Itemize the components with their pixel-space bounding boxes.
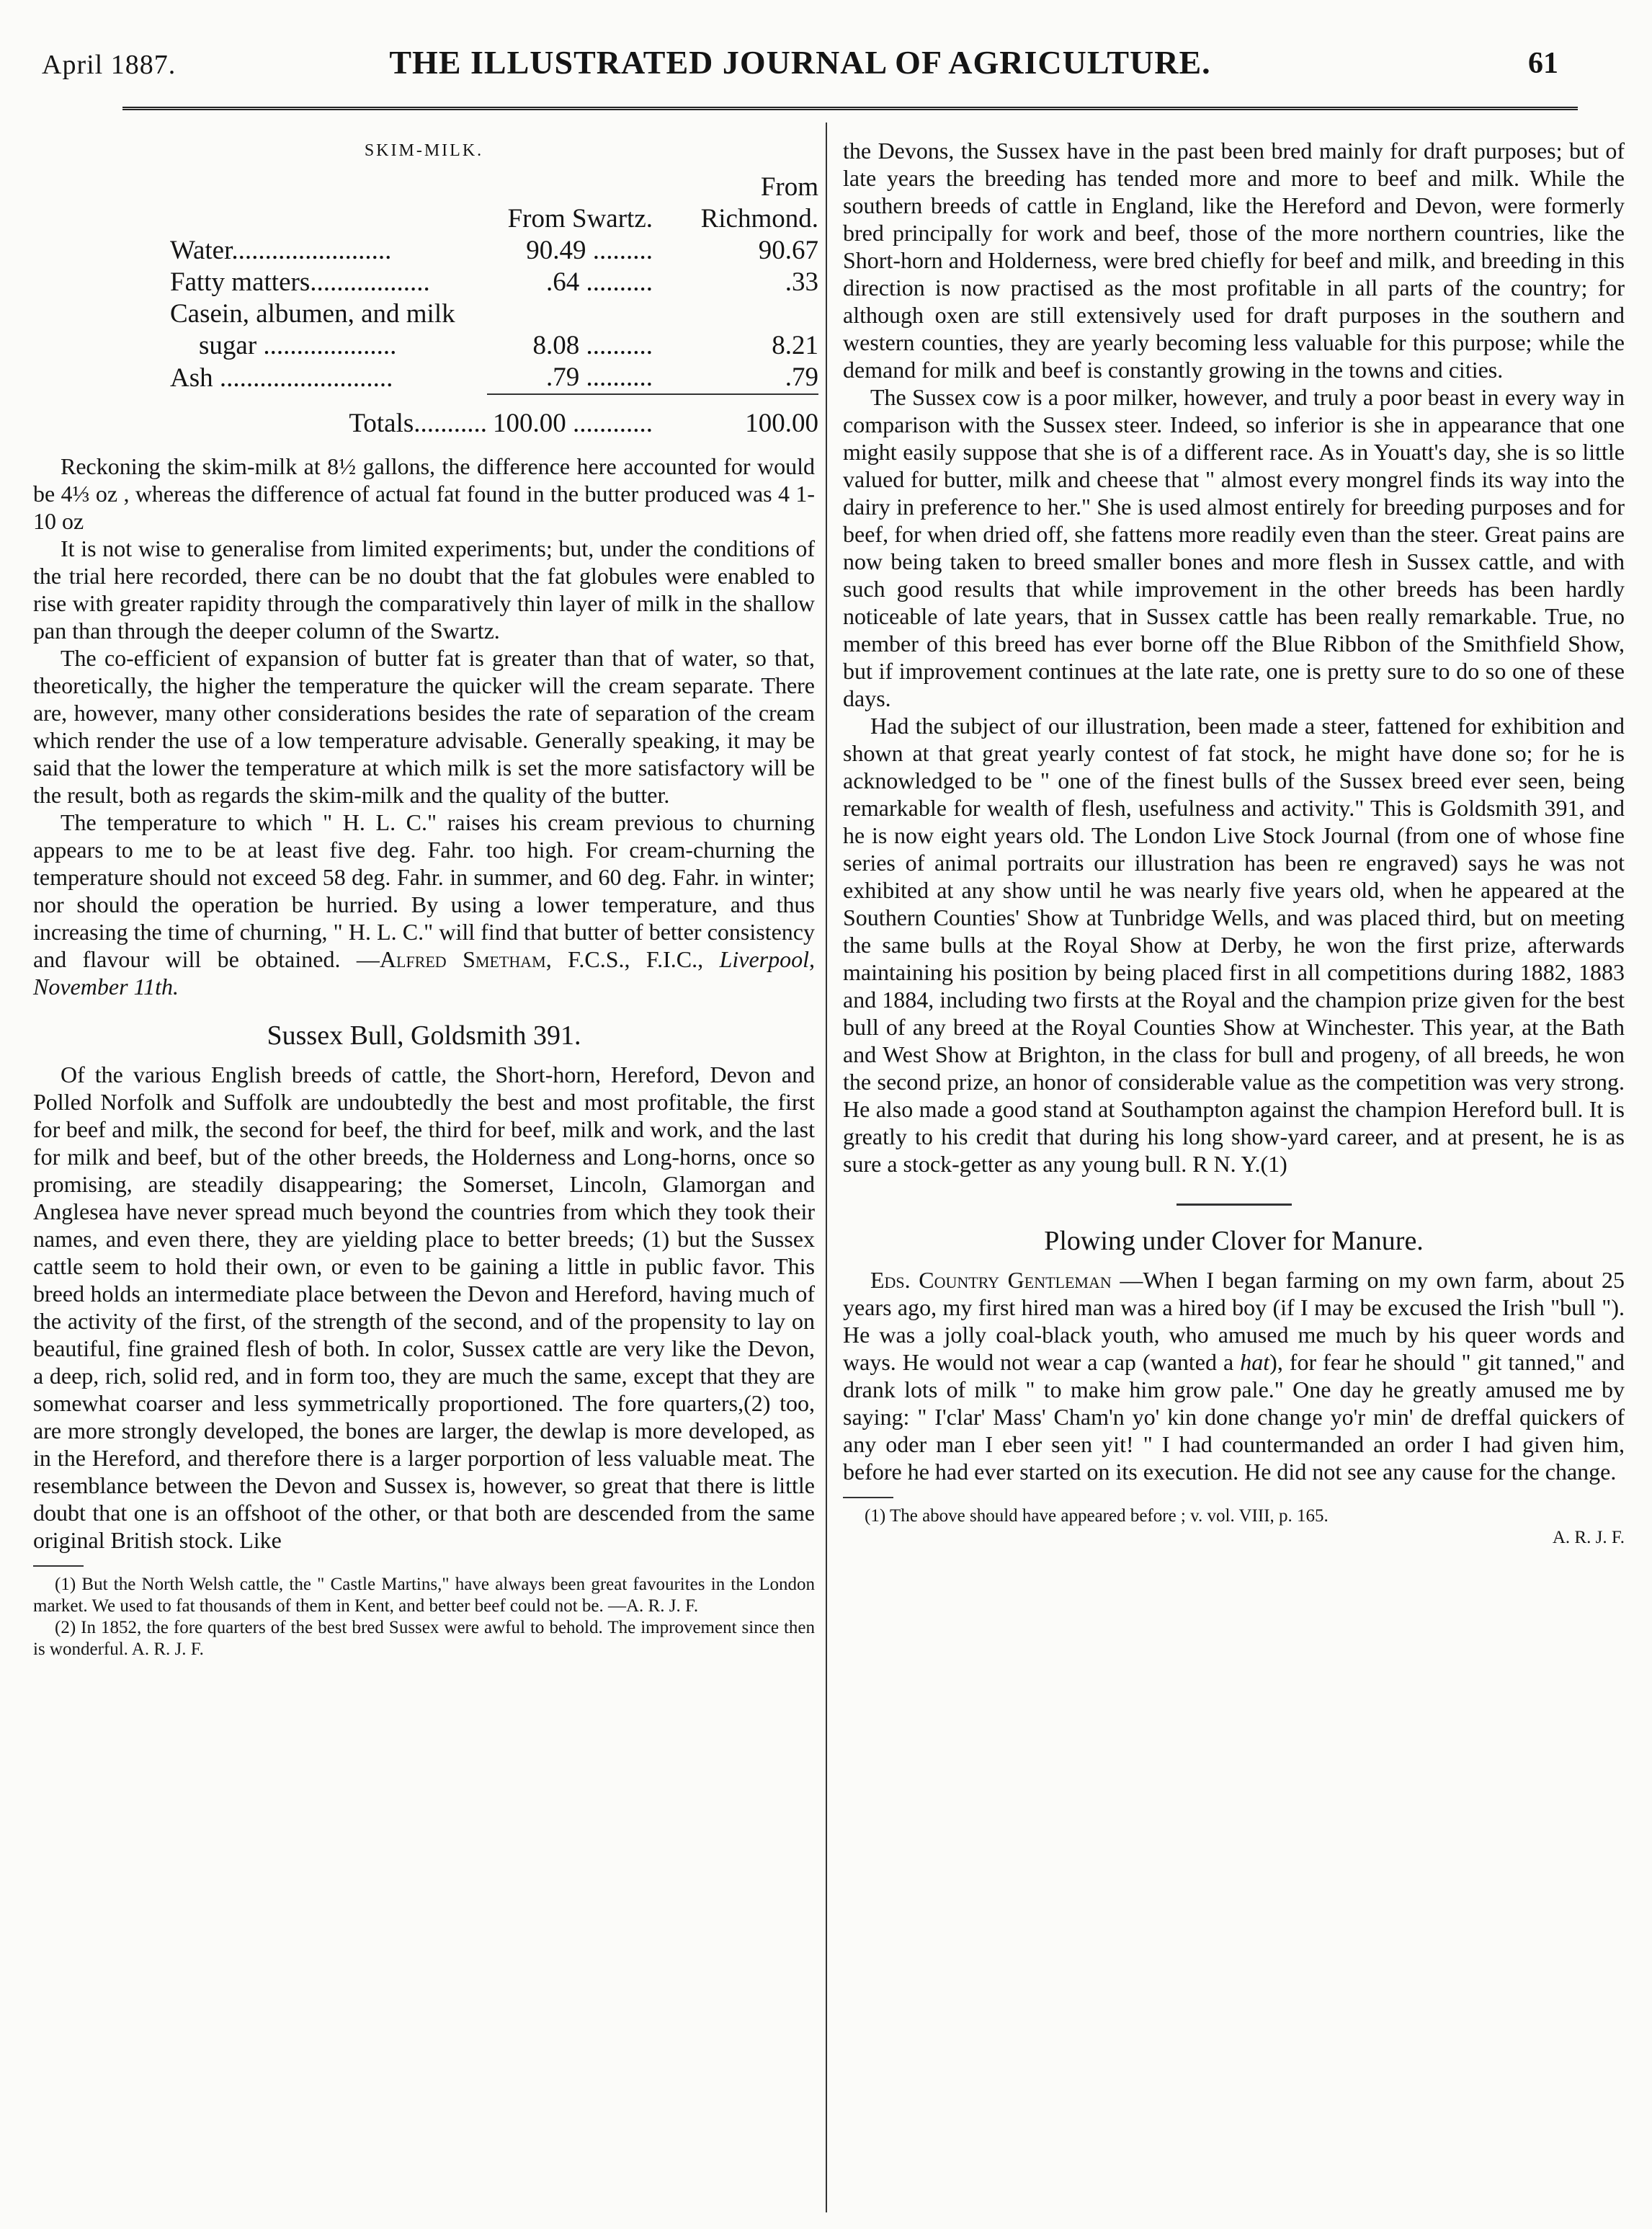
- right-column: [843, 137, 1625, 1549]
- footnote: (2) In 1852, the fore quarters of the best bred Sussex were awful to behold. The improvement since then is wonderful. A. R. J. F.: [33, 1618, 815, 1659]
- body-paragraph: [33, 809, 815, 1000]
- skim-milk-table: [170, 172, 818, 440]
- column-rule: [826, 123, 827, 2212]
- left-column: [33, 137, 818, 1660]
- paragraph-text: The temperature to which " H. L. C." raises his cream previous to churning appears to me to be at least five deg. Fahr. too high. For cream-churning the temperature should not exceed 58 deg. Fahr. in summer, and 60 deg. Fahr. in winter; nor should the operation be hurried. By using a lower temperature, and thus increasing the time of churning, " H. L. C." will find that butter of better consistency and flavour will be obtained. —: [33, 809, 815, 972]
- table-header-cell: [170, 172, 487, 235]
- footnote-rule: [843, 1497, 893, 1498]
- body-paragraph: The co-efficient of expansion of butter fat is greater than that of water, so that, theoretically, the higher the temperature the quicker will the cream separate. There are, however, many other considerations besides the rate of separation of the cream which render the use of a low temperature advisable. Generally speaking, it may be said that the lower the temperature at which milk is set the more satisfactory will be the result, both as regards the skim-milk and the quality of the butter.: [33, 645, 815, 808]
- row-label: sugar ....................: [199, 331, 397, 360]
- row-label: Ash ..........................: [170, 363, 393, 393]
- issue-date: April 1887.: [42, 50, 177, 80]
- body-paragraph: the Devons, the Sussex have in the past been bred mainly for draft purposes; but of late years the breeding has tended more and more to beef and milk. While the southern breeds of cattle in England, like the Hereford and Devon, were formerly bred principally for work and beef, those of the more northern countries, like the Short-horn and Holderness, were bred chiefly for beef and milk, and breeding in this direction is now practised as the most profitable in all parts of the country; for although oxen are still extensively used for draft purposes in the southern and western counties, they are yearly becoming less valuable for this purpose; while the demand for milk and beef is constantly growing in the towns and cities.: [843, 138, 1625, 383]
- swartz-value: 90.49 .........: [526, 236, 653, 265]
- swartz-total: 100.00 ............: [487, 394, 653, 440]
- row-label: Casein, albumen, and milk: [170, 299, 455, 329]
- italic-word: hat: [1240, 1349, 1270, 1375]
- body-paragraph: Of the various English breeds of cattle, the Short-horn, Hereford, Devon and Polled Norfolk and Suffolk are undoubtedly the best and most profitable, the first for beef and milk, the second for beef, the third for beef, milk and work, and the last for milk and beef, but of the other breeds, the Holderness and Long-horns, once so promising, are steadily disappearing; the Somerset, Lincoln, Glamorgan and Anglesea have never spread much beyond the countries from which they took their names, and even there, they are yielding place to better breeds; (1) but the Sussex cattle seem to hold their own, or even to be gaining a little in public favor. This breed holds an intermediate place between the Devon and Hereford, having much of the activity of the first, of the strength of the second, and of the propensity to lay on beautiful, fine grained flesh of both. In color, Sussex cattle are very like the Devon, a deep, rich, solid red, and in form too, they are much the same, except that they are somewhat coarser and less symmetrically proportioned. The fore quarters,(2) too, are more strongly developed, the bones are larger, the dewlap is more developed, as in the Hereford, and therefore there is a larger porportion of less valuable meat. The resemblance between the Devon and Sussex is, however, so great that there is little doubt that one is an offshoot of the other, or that both are descended from the same original British stock. Like: [33, 1062, 815, 1553]
- author-name: Alfred Smetham: [379, 946, 546, 972]
- table-row: [170, 235, 818, 267]
- header-rule: [122, 107, 1578, 110]
- footnote-rule: [33, 1565, 84, 1567]
- section-rule: [1177, 1204, 1292, 1206]
- table-header-row: [170, 172, 818, 235]
- table-header-cell: From Swartz.: [507, 204, 653, 233]
- journal-title: THE ILLUSTRATED JOURNAL OF AGRICULTURE.: [389, 44, 1211, 81]
- footnote: (1) The above should have appeared before ; v. vol. VIII, p. 165.: [865, 1506, 1329, 1526]
- row-label: Water........................: [170, 236, 392, 265]
- author-place: Liverpool, November 11th.: [33, 946, 816, 1000]
- paragraph-text: —When I began farming on my own farm, about 25 years ago, my first hired man was a hired boy (if I may be excused the Irish "bull "). He was a jolly coal-black youth, who amused me much by his queer words and ways. He would not wear a cap (wanted a: [843, 1267, 1625, 1375]
- footnote: (1) But the North Welsh cattle, the " Castle Martins," have always been great favourites in the London market. We used to fat thousands of them in Kent, and better beef could not be. —A. R. J. F.: [33, 1575, 815, 1616]
- swartz-value: [487, 298, 653, 330]
- body-paragraph: Reckoning the skim-milk at 8½ gallons, the difference here accounted for would be 4⅓ oz , whereas the difference of actual fat found in the butter produced was 4 1-10 oz: [33, 453, 815, 534]
- letter-addressee: Eds. Country Gentleman: [870, 1267, 1112, 1293]
- skim-milk-heading: SKIM-MILK.: [364, 141, 484, 160]
- richmond-value: .33: [785, 267, 818, 297]
- richmond-total: 100.00: [653, 394, 818, 440]
- table-row: [170, 267, 818, 298]
- richmond-value: 8.21: [772, 331, 818, 360]
- page-header: [42, 43, 1558, 86]
- table-row: [170, 330, 818, 362]
- total-label: Totals...........: [349, 409, 487, 438]
- paragraph-text: ), for fear he should " git tanned," and drank lots of milk " to make him grow pale." One day he greatly amused me by saying: " I'clar' Mass' Cham'n yo' kin done change yo'r min' de dreffal quickers of any oder man I eber seen yit! " I had countermanded an order I had given him, before he had ever started on its execution. He did not see any cause for the change.: [843, 1349, 1625, 1485]
- swartz-value: 8.08 ..........: [532, 331, 653, 360]
- table-row: [170, 362, 818, 394]
- footnote-signature: A. R. J. F.: [1552, 1528, 1625, 1547]
- body-paragraph: The Sussex cow is a poor milker, however, and truly a poor beast in every way in comparison with the Sussex steer. Indeed, so inferior is she in appearance that one might easily suppose that she is of a different race. As in Youatt's day, she is so little valued for butter, milk and cheese that " almost every mongrel finds its way into the dairy in preference to her." She is used almost entirely for breeding purposes and for beef, for when dried off, she fattens more readily even than the steer. Great pains are now being taken to breed smaller bones and more flesh in Sussex cattle, and with such good results that while improvement in the other breeds has been hardly noticeable of late years, that in Sussex cattle has been really remarkable. True, no member of this breed has ever borne off the Blue Ribbon of the Smithfield Show, but if improvement continues at the late rate, one is pretty sure to do so one of these days.: [843, 384, 1625, 711]
- table-row: [170, 298, 818, 330]
- richmond-value: 90.67: [758, 236, 818, 265]
- body-paragraph: [843, 1266, 1625, 1485]
- swartz-value: .64 ..........: [546, 267, 653, 297]
- table-header-cell: From Richmond.: [700, 172, 818, 233]
- author-credentials: , F.C.S., F.I.C.,: [545, 946, 720, 972]
- article-heading: Plowing under Clover for Manure.: [1044, 1226, 1424, 1256]
- richmond-value: .79: [785, 362, 818, 392]
- body-paragraph: Had the subject of our illustration, been made a steer, fattened for exhibition and shown at that great yearly contest of fat stock, he might have done so; for he is acknowledged to be " one of the finest bulls of the Sussex breed ever seen, being remarkable for wealth of flesh, usefulness and activity." This is Goldsmith 391, and he is now eight years old. The London Live Stock Journal (from one of whose fine series of animal portraits our illustration has been re engraved) says he was not exhibited at any show until he was nearly five years old, when he appeared at the Southern Counties' Show at Tunbridge Wells, and was placed third, but on meeting the same bulls at the Royal Show at Derby, he won the first prize, afterwards maintaining his position by being placed first in all competitions during 1882, 1883 and 1884, including two firsts at the Royal and the champion prize given for the best bull of any breed at the Royal Counties Show at Winchester. This year, at the Bath and West Show at Brighton, in the class for bull and progeny, of all breeds, he won the second prize, an honor of considerable value as the competition was very strong. He also made a good stand at Southampton against the champion Hereford bull. It is greatly to his credit that during his long show-yard career, and at present, he is as sure a stock-getter as any young bull. R N. Y.(1): [843, 713, 1625, 1177]
- body-paragraph: It is not wise to generalise from limited experiments; but, under the conditions of the trial here recorded, there can be no doubt that the fat globules were enabled to rise with greater rapidity through the comparatively thin layer of milk in the shallow pan than through the deeper column of the Swartz.: [33, 535, 815, 644]
- page-number: 61: [1528, 47, 1558, 80]
- swartz-value: .79 ..........: [546, 362, 653, 392]
- row-label: Fatty matters..................: [170, 267, 430, 297]
- article-heading: Sussex Bull, Goldsmith 391.: [267, 1020, 581, 1051]
- richmond-value: [653, 298, 818, 330]
- total-row: [170, 394, 818, 440]
